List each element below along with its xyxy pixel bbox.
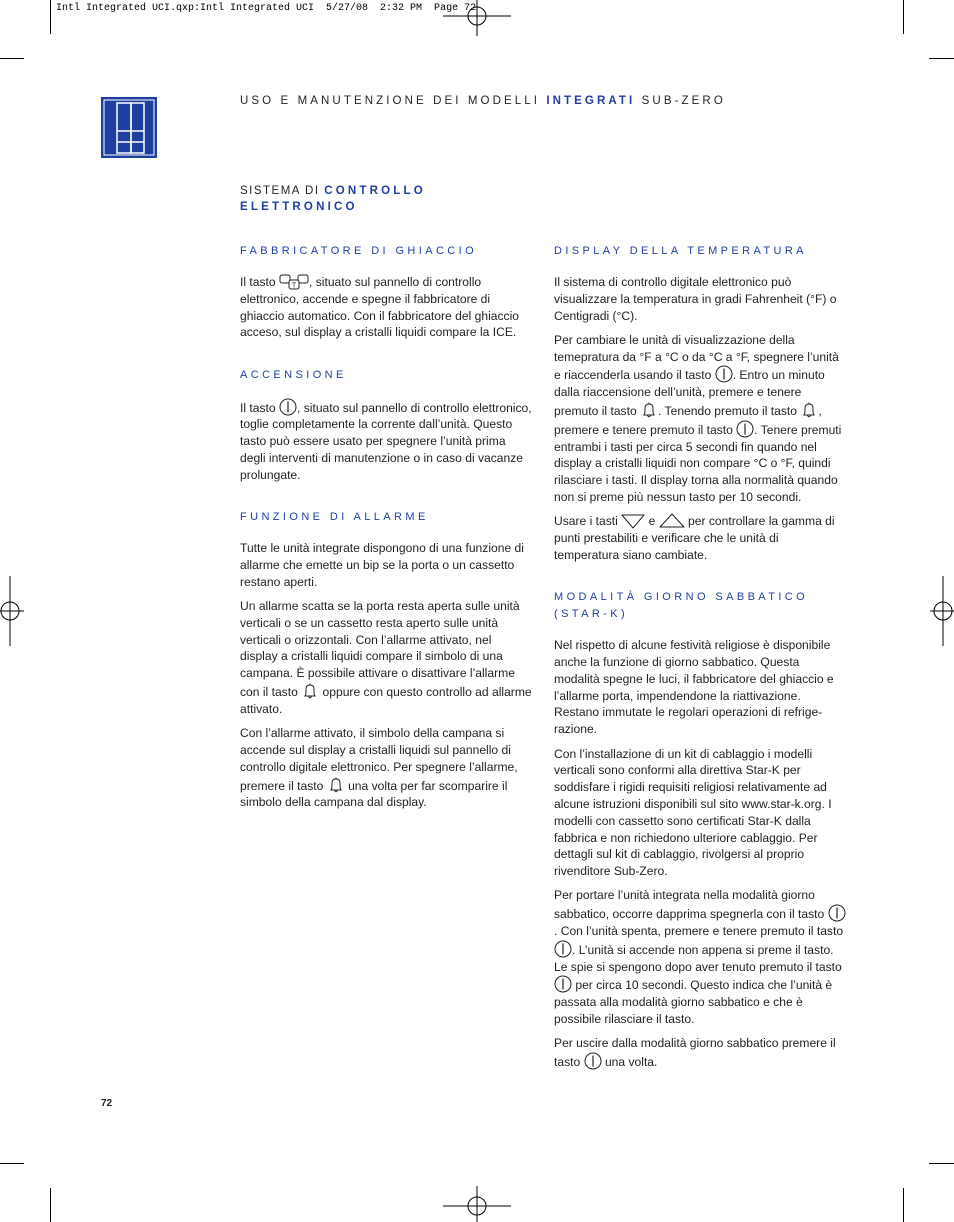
text-span: . L’unità si accende non appena si preme il tasto. Le spie si spengono dopo aver tenuto premuto il tasto <box>554 942 842 974</box>
sabbath-heading <box>554 589 846 623</box>
up-triangle-icon <box>659 513 685 529</box>
sabbath-heading-line-2: (STAR-K) <box>554 608 629 621</box>
text-span: , situato sul pannello di controllo elettronico, toglie completamente la corrente dall’unità. Questo tasto può essere usato per spegnere l’unità prima degli interventi di manutenzione o in caso di vacanze prolungate. <box>240 400 532 482</box>
crop-mark <box>50 1188 51 1222</box>
alarm-paragraph-3 <box>240 725 532 811</box>
crop-mark <box>50 0 51 34</box>
text-span: Il tasto <box>240 400 279 415</box>
alarm-paragraph-1: Tutte le unità integrate dispongono di una funzione di allarme che emette un bip se la porta o un cassetto restano aperti. <box>240 541 524 589</box>
temperature-heading: DISPLAY DELLA TEMPERATURA <box>554 245 807 257</box>
header-prefix: USO E MANUTENZIONE DEI MODELLI <box>240 95 547 107</box>
section-title-bold2: ELETTRONICO <box>240 200 358 213</box>
page-number: 72 <box>101 1098 113 1109</box>
sabbath-paragraph-4 <box>554 1035 846 1071</box>
crop-mark <box>929 58 954 59</box>
text-span: . Tenere premuti entrambi i tasti per circa 5 secondi fin quando nel display a cristalli liquidi non compare °C o °F, quindi rilasciare i tasti. Il display torna alla normalità quando non si preme più nessun tasto per 10 secondi. <box>554 422 842 505</box>
bell-icon <box>800 401 818 419</box>
temperature-paragraph-2 <box>554 332 846 506</box>
header-bold: INTEGRATI <box>546 95 636 107</box>
power-icon <box>279 398 297 416</box>
section-title <box>240 184 426 215</box>
power-icon <box>584 1052 602 1070</box>
integrated-unit-logo <box>101 97 157 158</box>
text-span: , situato sul pannello di controllo elettronico, accende e spegne il fabbricatore di ghiaccio automatico. Con il fabbricatore del ghiaccio acceso, sul display a cristalli liquidi compare la ICE. <box>240 275 519 340</box>
text-span: Per cambiare le unità di visualizzazione della temepratura da °F a °C o da °C a °F, spegnere l’unità e riaccenderla usando il tasto <box>554 332 839 383</box>
text-span: una volta per far scomparire il simbolo della campana dal display. <box>240 778 508 810</box>
alarm-paragraph-2 <box>240 598 532 718</box>
bell-icon <box>301 682 319 700</box>
text-span: . Entro un minuto dalla riaccensione dell’unità, premere e tenere premuto il tasto <box>554 368 825 419</box>
text-span: , premere e tenere premuto il tasto <box>554 404 822 437</box>
svg-text:T: T <box>291 282 297 290</box>
text-span: oppure con questo controllo ad allarme attivato. <box>240 685 532 716</box>
sabbath-paragraph-1: Nel rispetto di alcune festività religiose è disponibile anche la funzione di giorno sabbatico. Questa modalità spegne le luci, il fabbricatore del ghiaccio e l’allarme porta, impendendone la riattivazione. Restano immutate le regolari operazioni di refrige- razione. <box>554 638 834 737</box>
power-icon <box>715 365 733 383</box>
ice-icon <box>279 274 309 290</box>
registration-mark-top <box>443 0 511 36</box>
text-span: per controllare la gamma di punti prestabiliti e verificare che le unità di temperatura siano cambiate. <box>554 514 835 562</box>
text-span: Per portare l’unità integrata nella modalità giorno sabbatico, occorre dapprima spegnerla con il tasto <box>554 888 828 922</box>
down-triangle-icon <box>621 513 645 529</box>
sabbath-paragraph-2: Con l’installazione di un kit di cablaggio i modelli verticali sono conformi alla direttiva Star-K per soddisfare i rigidi requisiti religiosi relativamente ad alcune istruzioni disponibili sul sito www.star-k.org. I modelli con cassetto sono certificati Star-K dalla fabbrica e non richiedono ulteriore cablaggio. Per dettagli sul kit di cablaggio, rivolgersi al proprio rivenditore Sub-Zero. <box>554 746 832 879</box>
crop-mark <box>929 1163 954 1164</box>
header-suffix: SUB-ZERO <box>635 95 726 107</box>
temperature-paragraph-1: Il sistema di controllo digitale elettronico può visualizzare la temperatura in gradi Fahrenheit (°F) o Centigradi (°C). <box>554 275 837 323</box>
power-icon <box>554 940 572 958</box>
registration-mark-bottom <box>443 1186 511 1222</box>
crop-mark <box>0 58 24 59</box>
power-icon <box>736 420 754 438</box>
crop-mark <box>903 1188 904 1222</box>
slug-line: Intl Integrated UCI.qxp:Intl Integrated UCI 5/27/08 2:32 PM Page 72 <box>56 3 477 14</box>
section-title-bold1: CONTROLLO <box>324 185 426 197</box>
right-column <box>554 243 846 1078</box>
alarm-heading: FUNZIONE DI ALLARME <box>240 511 429 524</box>
power-heading: ACCENSIONE <box>240 368 347 381</box>
crop-mark <box>0 1163 24 1164</box>
text-span: per circa 10 secondi. Questo indica che l’unità è passata alla modalità giorno sabbatico e che è possibile rilasciare il tasto. <box>554 978 833 1026</box>
text-span: Con l’allarme attivato, il simbolo della campana si accende sul display a cristalli liquidi sul pannello di controllo digitale elettronico. Per spegnere l’allarme, premere il tasto <box>240 726 518 793</box>
sabbath-paragraph-3 <box>554 887 846 1027</box>
section-title-prefix: SISTEMA DI <box>240 185 325 197</box>
power-icon <box>828 904 846 922</box>
registration-mark-left <box>0 576 24 646</box>
sabbath-heading-line-1: MODALITÀ GIORNO SABBATICO <box>554 591 809 604</box>
text-span: . Tenendo premuto il tasto <box>658 404 801 419</box>
text-span: Usare i tasti <box>554 514 622 529</box>
bell-icon <box>640 401 658 419</box>
power-paragraph <box>240 398 532 484</box>
running-header <box>240 95 726 107</box>
text-span: . Con l’unità spenta, premere e tenere premuto il tasto <box>554 924 844 938</box>
registration-mark-right <box>930 576 954 646</box>
text-span: una volta. <box>601 1055 658 1070</box>
temperature-paragraph-3 <box>554 513 846 563</box>
ice-maker-heading: FABBRICATORE DI GHIACCIO <box>240 245 478 257</box>
power-icon <box>554 975 572 993</box>
crop-mark <box>903 0 904 34</box>
ice-maker-paragraph <box>240 274 532 341</box>
left-column <box>240 243 532 819</box>
bell-icon <box>327 776 345 794</box>
text-span: e <box>645 514 659 529</box>
text-span: Per uscire dalla modalità giorno sabbatico premere il tasto <box>554 1036 836 1070</box>
text-span: Un allarme scatta se la porta resta aperta sulle unità verticali o se un cassetto resta aperto sulle unità verticali o orizzontali. Con l’allarme attivato, nel display a cristalli liquidi compare il simbolo di una campana. È possibile attivare o disattivare l’allarme con il tasto <box>240 599 520 700</box>
text-span: Il tasto <box>240 275 279 289</box>
